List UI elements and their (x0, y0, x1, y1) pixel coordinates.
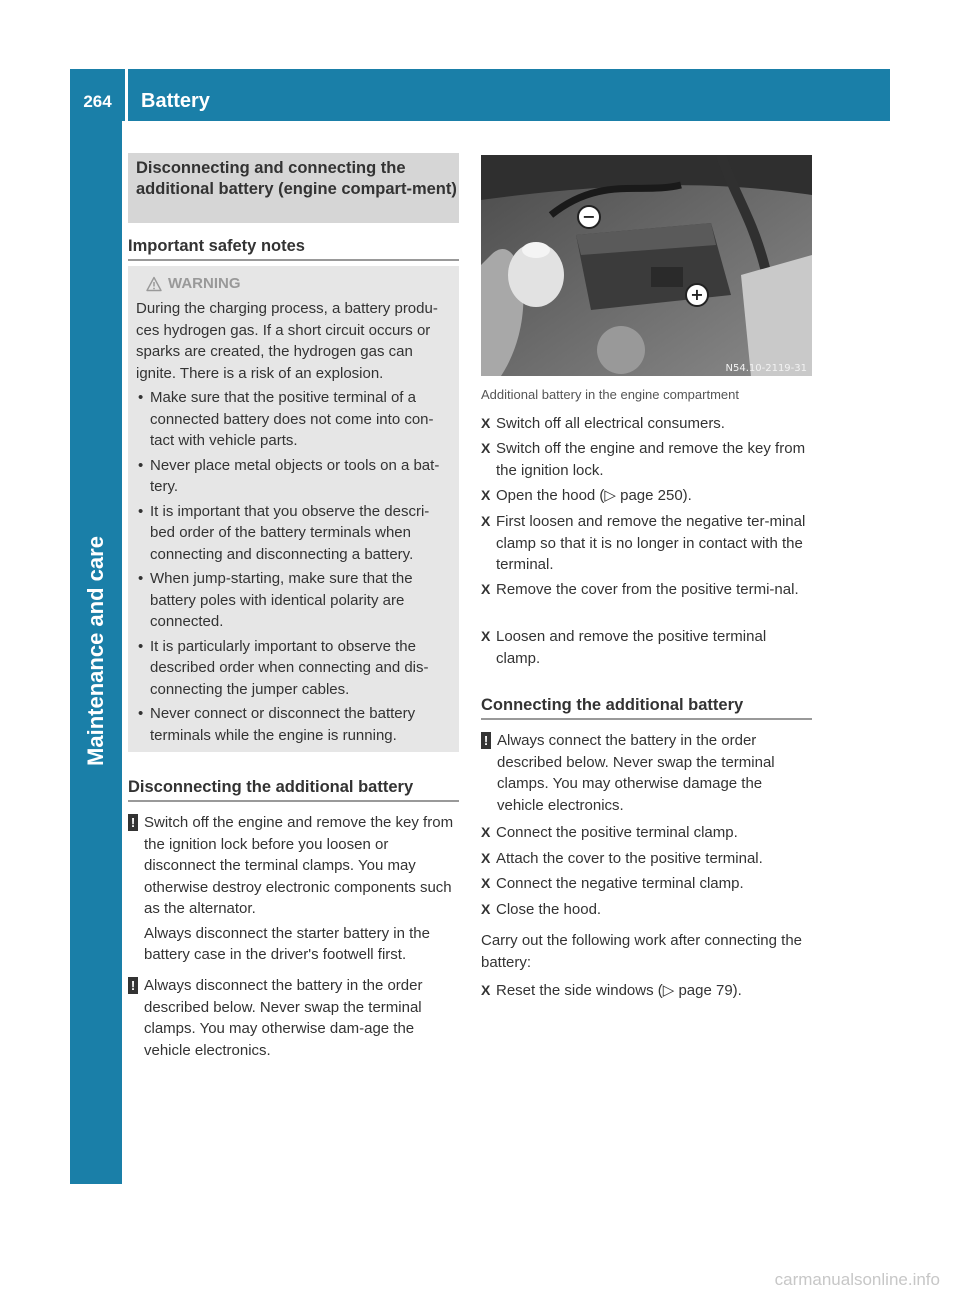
list-item: • It is particularly important to observe the described order when connecting and dis-connecting the jumper cables. (138, 637, 429, 698)
step: X Reset the side windows (▷ page 79). (481, 980, 812, 1002)
warning-label: WARNING (168, 275, 241, 292)
header-separator (125, 69, 128, 121)
list-item: • Never connect or disconnect the battery terminals while the engine is running. (138, 705, 416, 744)
step: X Close the hood. (481, 899, 812, 921)
note-icon: ! (128, 977, 138, 994)
section-title-box (128, 153, 459, 223)
step-arrow-icon: X (481, 824, 491, 840)
battery-photo (481, 155, 812, 376)
list-item: • Never place metal objects or tools on a bat-tery. (138, 456, 440, 495)
disconnect-heading-rule (128, 800, 459, 802)
image-code: N54.10-2119-31 (725, 363, 807, 374)
note-order (128, 975, 459, 1061)
step: X Switch off all electrical consumers. (481, 413, 812, 435)
step-arrow-icon: X (481, 415, 491, 431)
step-arrow-icon: X (481, 581, 491, 597)
step-arrow-icon: X (481, 875, 491, 891)
list-item: • Make sure that the positive terminal of a connected battery does not come into con-tact with vehicle parts. (138, 389, 434, 449)
section-title: Disconnecting and connecting the additional battery (engine compart-ment) (136, 159, 457, 198)
battery-illustration (481, 155, 812, 376)
warning-triangle-icon (146, 276, 162, 292)
note-paragraph: Always disconnect the starter battery in the battery case in the driver's footwell first. (144, 924, 430, 963)
step: X Open the hood (▷ page 250). (481, 485, 812, 507)
step-arrow-icon: X (481, 982, 491, 998)
step: X Connect the positive terminal clamp. (481, 822, 812, 844)
list-item: • It is important that you observe the descri-bed order of the battery terminals when connecting and disconnecting a battery. (138, 502, 430, 563)
image-caption: Additional battery in the engine compartment (481, 387, 739, 402)
note-icon: ! (481, 732, 491, 749)
disconnect-heading: Disconnecting the additional battery (128, 778, 414, 796)
step: X Loosen and remove the positive terminal clamp. (481, 628, 767, 667)
step-arrow-icon: X (481, 628, 491, 644)
step-arrow-icon: X (481, 440, 491, 456)
note-icon: ! (128, 814, 138, 831)
note-paragraph: Always connect the battery in the order described below. Never swap the terminal clamps. You may otherwise damage the vehicle electronics. (497, 732, 775, 814)
note-switch-off (128, 812, 459, 966)
list-item: • When jump-starting, make sure that the battery poles with identical polarity are connected. (138, 570, 413, 630)
svg-text:+: + (690, 285, 704, 304)
warning-box (128, 266, 459, 752)
step: X Connect the negative terminal clamp. (481, 873, 812, 895)
after-connect-text: Carry out the following work after connecting the battery: (481, 932, 802, 971)
step: X First loosen and remove the negative ter-minal clamp so that it is no longer in contact with the terminal. (481, 513, 806, 573)
step: X Attach the cover to the positive terminal. (481, 848, 812, 870)
step-arrow-icon: X (481, 901, 491, 917)
connect-heading: Connecting the additional battery (481, 696, 744, 714)
safety-heading: Important safety notes (128, 237, 305, 255)
note-paragraph: Always disconnect the battery in the order described below. Never swap the terminal clamps. You may otherwise dam-age the vehicle electronics. (144, 977, 423, 1059)
warning-title (136, 273, 449, 294)
svg-text:−: − (582, 207, 596, 226)
side-tab-label: Maintenance and care (83, 536, 108, 766)
warning-bullets (136, 387, 449, 746)
step-arrow-icon: X (481, 487, 491, 503)
connect-note (481, 730, 812, 816)
step: X Switch off the engine and remove the key from the ignition lock. (481, 440, 806, 479)
connect-heading-rule (481, 718, 812, 720)
step: X Remove the cover from the positive termi-nal. (481, 579, 812, 601)
watermark: carmanualsonline.info (774, 1270, 940, 1289)
note-paragraph: Switch off the engine and remove the key from the ignition lock before you loosen or disconnect the terminal clamps. You may otherwise destroy electronic components such as the alternator. (144, 814, 454, 917)
step-arrow-icon: X (481, 513, 491, 529)
page-number: 264 (83, 92, 112, 111)
step-arrow-icon: X (481, 850, 491, 866)
page-title: Battery (141, 90, 210, 112)
safety-heading-rule (128, 259, 459, 261)
warning-body: During the charging process, a battery produ-ces hydrogen gas. If a short circuit occurs or sparks are created, the hydrogen gas can ignite. There is a risk of an explosion. (136, 300, 438, 382)
side-tab (70, 126, 122, 1176)
